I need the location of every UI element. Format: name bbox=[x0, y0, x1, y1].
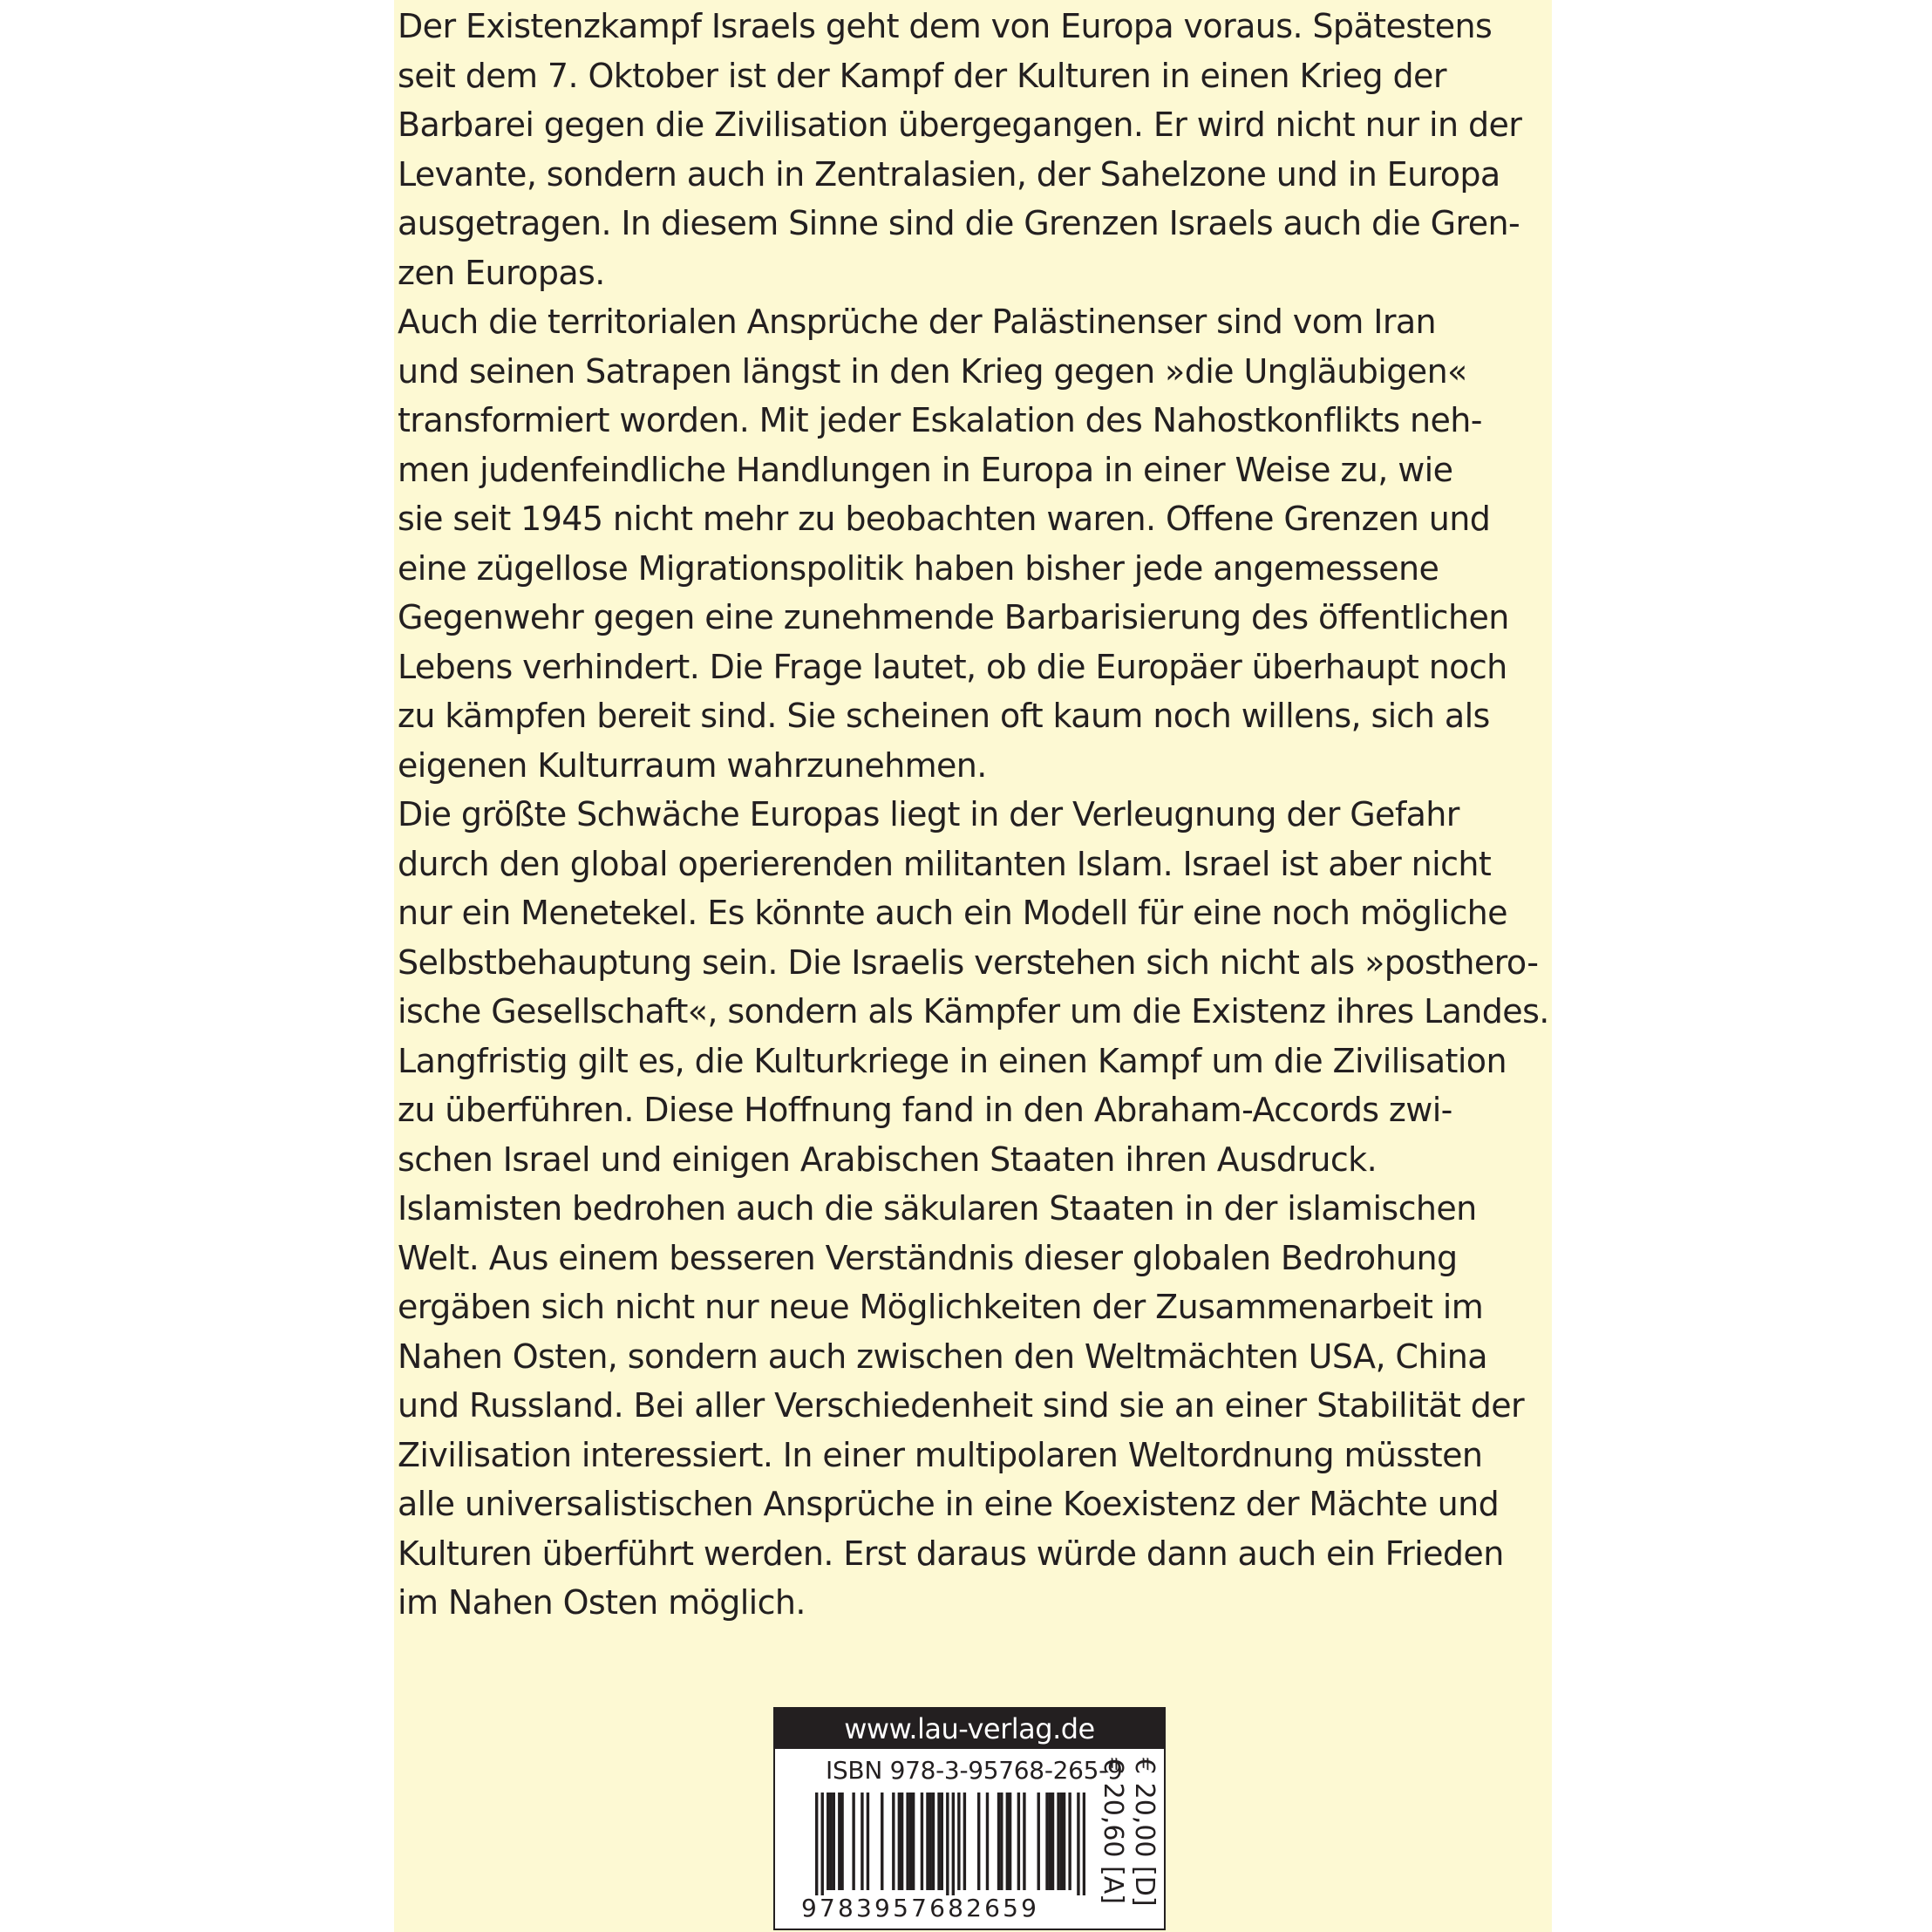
blurb-line: ergäben sich nicht nur neue Möglichkeiten der Zusammenarbeit im bbox=[398, 1288, 1484, 1326]
barcode-bar bbox=[926, 1793, 929, 1890]
blurb-line: ische Gesellschaft«, sondern als Kämpfer um die Existenz ihres Landes. bbox=[398, 992, 1549, 1031]
barcode-bar bbox=[815, 1793, 818, 1895]
blurb-line: Gegenwehr gegen eine zunehmende Barbarisierung des öffentlichen bbox=[398, 598, 1509, 636]
barcode-bar bbox=[929, 1793, 932, 1890]
barcode-bar bbox=[1068, 1793, 1071, 1890]
blurb-line: und seinen Satrapen längst in den Krieg gegen »die Ungläubigen« bbox=[398, 351, 1467, 391]
barcode-bar bbox=[840, 1793, 843, 1890]
barcode-bar bbox=[1077, 1793, 1079, 1895]
barcode-bar bbox=[827, 1793, 829, 1890]
blurb-line: Lebens verhindert. Die Frage lautet, ob die Europäer überhaupt noch bbox=[398, 647, 1507, 686]
blurb-line: zu überführen. Diese Hoffnung fand in den Abraham-Accords zwi- bbox=[398, 1091, 1452, 1129]
blurb-line: und Russland. Bei aller Verschiedenheit sind sie an einer Stabilität der bbox=[398, 1386, 1525, 1425]
barcode-bar bbox=[1057, 1793, 1059, 1890]
blurb-line: Levante, sondern auch in Zentralasien, der Sahelzone und in Europa bbox=[398, 154, 1500, 194]
blurb-line: Kulturen überführt werden. Erst daraus würde dann auch ein Frieden bbox=[398, 1534, 1504, 1573]
barcode-bar bbox=[977, 1793, 980, 1890]
blurb-line: im Nahen Osten möglich. bbox=[398, 1583, 806, 1622]
barcode-bar bbox=[932, 1793, 935, 1890]
barcode-bar bbox=[892, 1793, 895, 1890]
barcode-bar bbox=[921, 1793, 923, 1890]
barcode-bar bbox=[867, 1793, 869, 1890]
barcode-bar bbox=[829, 1793, 832, 1890]
blurb-text bbox=[398, 2, 1548, 1628]
barcode-bar bbox=[881, 1793, 883, 1890]
barcode-bar bbox=[997, 1793, 1000, 1890]
blurb-line: zu kämpfen bereit sind. Sie scheinen oft kaum noch willens, sich als bbox=[398, 697, 1490, 735]
barcode-bar bbox=[963, 1793, 966, 1890]
blurb-line: schen Israel und einigen Arabischen Staaten ihren Ausdruck. bbox=[398, 1139, 1378, 1179]
price-germany: € 20,00 [D] bbox=[1129, 1758, 1160, 1907]
barcode-bar bbox=[1060, 1793, 1063, 1890]
barcode-bar bbox=[1049, 1793, 1051, 1890]
barcode-bar bbox=[937, 1793, 940, 1890]
blurb-line: Die größte Schwäche Europas liegt in der Verleugnung der Gefahr bbox=[398, 795, 1459, 833]
blurb-line: Auch die territorialen Ansprüche der Palästinenser sind vom Iran bbox=[398, 303, 1437, 341]
isbn-number: ISBN 978-3-95768-265-9 bbox=[826, 1756, 1123, 1785]
blurb-line: transformiert worden. Mit jeder Eskalation des Nahostkonflikts neh- bbox=[398, 401, 1482, 439]
price-block bbox=[1092, 1758, 1162, 1923]
blurb-line: Islamisten bedrohen auch die säkularen Staaten in der islamischen bbox=[398, 1189, 1477, 1228]
barcode-bar bbox=[1000, 1793, 1003, 1890]
barcode-panel bbox=[773, 1707, 1166, 1930]
barcode-bar bbox=[957, 1793, 960, 1890]
barcode-bar bbox=[861, 1793, 863, 1890]
barcode-bar bbox=[821, 1793, 824, 1895]
barcode-bars bbox=[815, 1793, 1085, 1895]
barcode-bar bbox=[838, 1793, 840, 1890]
publisher-url[interactable]: www.lau-verlag.de bbox=[775, 1709, 1164, 1749]
barcode-bar bbox=[1045, 1793, 1048, 1890]
blurb-line: alle universalistischen Ansprüche in eine Koexistenz der Mächte und bbox=[398, 1485, 1500, 1523]
blurb-line: sie seit 1945 nicht mehr zu beobachten waren. Offene Grenzen und bbox=[398, 500, 1491, 538]
barcode-bar bbox=[952, 1793, 955, 1895]
blurb-line: eine zügellose Migrationspolitik haben bisher jede angemessene bbox=[398, 548, 1439, 588]
blurb-line: men judenfeindliche Handlungen in Europa in einer Weise zu, wie bbox=[398, 450, 1453, 489]
barcode-bar bbox=[1051, 1793, 1054, 1890]
barcode-bar bbox=[909, 1793, 912, 1890]
barcode-bar bbox=[1063, 1793, 1065, 1890]
barcode-bar bbox=[986, 1793, 989, 1890]
barcode-bar bbox=[1017, 1793, 1020, 1890]
blurb-line: seit dem 7. Oktober ist der Kampf der Kulturen in einen Krieg der bbox=[398, 56, 1446, 95]
blurb-line: Der Existenzkampf Israels geht dem von Europa voraus. Spätestens bbox=[398, 7, 1493, 45]
barcode-bar bbox=[912, 1793, 915, 1890]
blurb-line: nur ein Menetekel. Es könnte auch ein Modell für eine noch mögliche bbox=[398, 894, 1507, 932]
blurb-line: Welt. Aus einem besseren Verständnis dieser globalen Bedrohung bbox=[398, 1238, 1458, 1277]
barcode-bar bbox=[941, 1793, 943, 1890]
blurb-line: Barbarei gegen die Zivilisation übergegangen. Er wird nicht nur in der bbox=[398, 105, 1522, 144]
blurb-line: Zivilisation interessiert. In einer multipolaren Weltordnung müssten bbox=[398, 1435, 1483, 1474]
blurb-line: eigenen Kulturraum wahrzunehmen. bbox=[398, 745, 987, 785]
barcode-bar bbox=[1037, 1793, 1040, 1890]
barcode-digits: 9783957682659 bbox=[801, 1894, 1040, 1922]
barcode-bar bbox=[1023, 1793, 1025, 1890]
barcode-bar bbox=[1083, 1793, 1085, 1895]
barcode-bar bbox=[852, 1793, 854, 1890]
barcode-bar bbox=[833, 1793, 835, 1890]
barcode-bar bbox=[1009, 1793, 1011, 1890]
barcode-bar bbox=[906, 1793, 908, 1890]
barcode-bar bbox=[1006, 1793, 1009, 1890]
barcode-bar bbox=[898, 1793, 901, 1890]
blurb-line: Selbstbehauptung sein. Die Israelis verstehen sich nicht als »posthero- bbox=[398, 942, 1539, 982]
blurb-line: durch den global operierenden militanten Islam. Israel ist aber nicht bbox=[398, 844, 1492, 883]
barcode-bar bbox=[901, 1793, 903, 1890]
price-austria: € 20,60 [A] bbox=[1098, 1758, 1128, 1904]
blurb-line: Langfristig gilt es, die Kulturkriege in einen Kampf um die Zivilisation bbox=[398, 1041, 1507, 1080]
blurb-line: ausgetragen. In diesem Sinne sind die Grenzen Israels auch die Gren- bbox=[398, 204, 1520, 242]
blurb-line: zen Europas. bbox=[398, 253, 605, 292]
blurb-line: Nahen Osten, sondern auch zwischen den Weltmächten USA, China bbox=[398, 1337, 1487, 1376]
barcode-bar bbox=[946, 1793, 949, 1895]
